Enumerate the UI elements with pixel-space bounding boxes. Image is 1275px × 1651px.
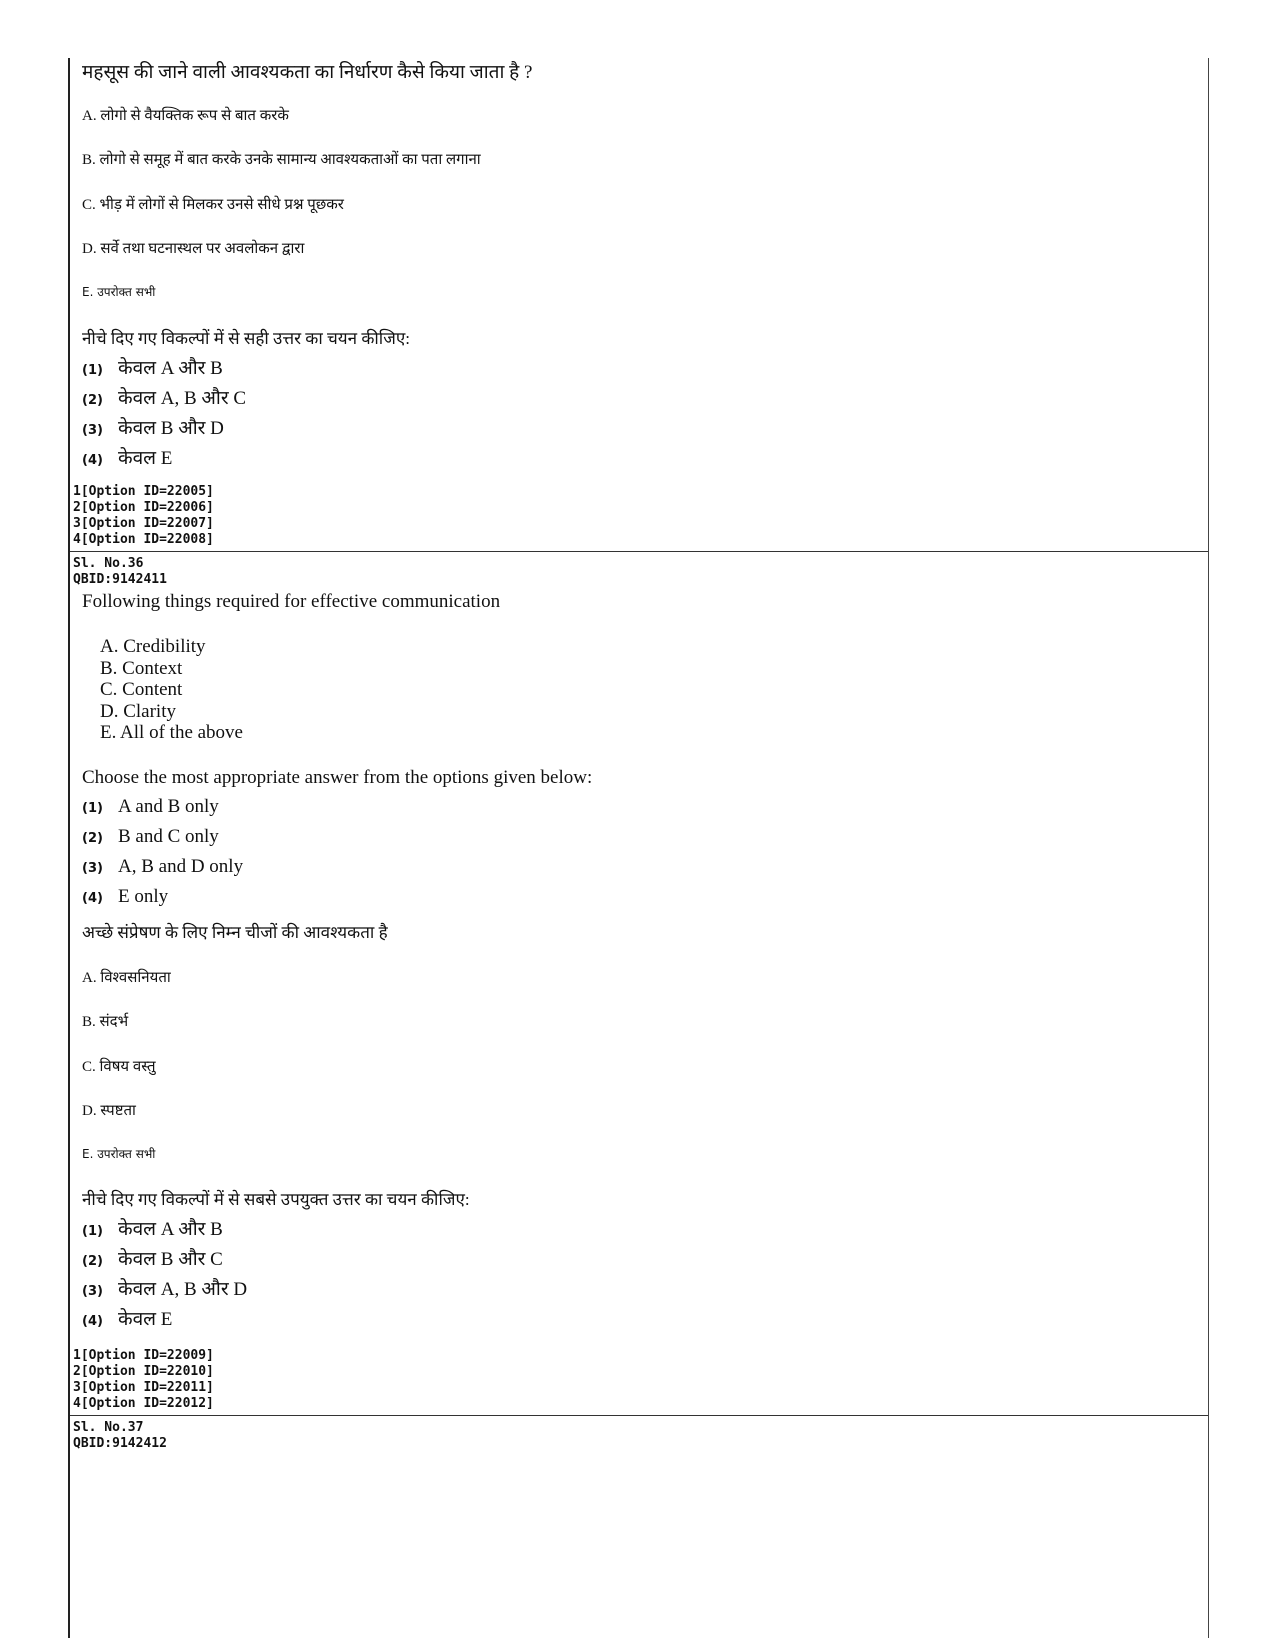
q36-option-4-hindi <box>82 1305 1208 1335</box>
option-id: 2[Option ID=22006] <box>73 500 214 515</box>
q36-option-1 <box>82 796 1208 826</box>
q35-option-2 <box>82 384 1208 414</box>
q35-statement-d: D. सर्वे तथा घटनास्थल पर अवलोकन द्वारा <box>82 241 305 257</box>
option-number: (2) <box>82 1254 103 1269</box>
q35-option-3 <box>82 414 1208 444</box>
option-number: (2) <box>82 393 103 408</box>
q36-option-2 <box>82 826 1208 856</box>
option-id: 3[Option ID=22011] <box>73 1380 214 1395</box>
option-number: (4) <box>82 453 103 468</box>
q36-option-list-english <box>70 796 1208 916</box>
q35-option-4 <box>82 444 1208 474</box>
q36-option-ids <box>73 1348 1208 1412</box>
option-text: केवल E <box>118 448 173 469</box>
q35-statement-c: C. भीड़ में लोगों से मिलकर उनसे सीधे प्रश्न पूछकर <box>82 197 344 213</box>
q36-instruction-hindi: नीचे दिए गए विकल्पों में से सबसे उपयुक्त उत्तर का चयन कीजिए: <box>82 1190 470 1209</box>
q35-question-hindi: महसूस की जाने वाली आवश्यकता का निर्धारण कैसे किया जाता है ? <box>82 62 533 83</box>
q36-option-3-hindi <box>82 1275 1208 1305</box>
option-id: 3[Option ID=22007] <box>73 516 214 531</box>
statement-item: A. Credibility <box>100 636 206 657</box>
option-text: केवल A, B और C <box>118 388 247 409</box>
q35-option-list <box>70 354 1208 474</box>
q36-option-4 <box>82 886 1208 916</box>
option-id: 1[Option ID=22005] <box>73 484 214 499</box>
q36-statement-a-hindi: A. विश्वसनियता <box>82 970 171 986</box>
q36-header <box>73 556 1208 588</box>
option-text: केवल A और B <box>118 358 223 379</box>
option-number: (4) <box>82 1314 103 1329</box>
q36-option-1-hindi <box>82 1215 1208 1245</box>
qbid: QBID:9142412 <box>73 1436 167 1451</box>
q36-option-list-hindi <box>70 1215 1208 1335</box>
option-id: 4[Option ID=22012] <box>73 1396 214 1411</box>
statement-item: D. Clarity <box>100 700 176 722</box>
option-text: केवल B और D <box>118 418 224 439</box>
option-number: (1) <box>82 1224 103 1239</box>
statement-item: B. Context <box>100 657 183 679</box>
option-text: B and C only <box>118 826 219 847</box>
option-text: A, B and D only <box>118 856 244 877</box>
row-divider <box>70 1415 1208 1416</box>
q36-statement-e-hindi: E. उपरोक्त सभी <box>82 1147 156 1161</box>
serial-number: Sl. No.36 <box>73 556 144 571</box>
q35-statement-b: B. लोगो से समूह में बात करके उनके सामान्य आवश्यकताओं का पता लगाना <box>82 152 481 168</box>
q36-statement-list-english <box>100 636 243 744</box>
option-text: E only <box>118 886 169 907</box>
question-table <box>68 58 1209 1638</box>
option-text: केवल E <box>118 1309 173 1330</box>
option-text: केवल B और C <box>118 1249 223 1270</box>
option-number: (1) <box>82 801 103 816</box>
option-number: (3) <box>82 1284 103 1299</box>
option-number: (1) <box>82 363 103 378</box>
row-divider <box>70 551 1208 552</box>
option-id: 4[Option ID=22008] <box>73 532 214 547</box>
q36-option-2-hindi <box>82 1245 1208 1275</box>
q36-statement-b-hindi: B. संदर्भ <box>82 1014 129 1030</box>
option-text: A and B only <box>118 796 219 817</box>
q35-statement-e: E. उपरोक्त सभी <box>82 285 156 299</box>
option-number: (2) <box>82 831 103 846</box>
q36-statement-d-hindi: D. स्पष्टता <box>82 1103 136 1119</box>
option-id: 1[Option ID=22009] <box>73 1348 214 1363</box>
option-text: केवल A, B और D <box>118 1279 248 1300</box>
option-number: (4) <box>82 891 103 906</box>
q35-option-1 <box>82 354 1208 384</box>
q35-statement-a: A. लोगो से वैयक्तिक रूप से बात करके <box>82 108 289 124</box>
option-number: (3) <box>82 861 103 876</box>
q36-question-hindi: अच्छे संप्रेषण के लिए निम्न चीजों की आवश्यकता है <box>82 923 388 942</box>
option-number: (3) <box>82 423 103 438</box>
q35-instruction-hindi: नीचे दिए गए विकल्पों में से सही उत्तर का चयन कीजिए: <box>82 329 410 348</box>
q37-header <box>73 1420 1208 1452</box>
statement-item: E. All of the above <box>100 722 243 743</box>
q35-option-ids <box>73 484 1208 548</box>
qbid: QBID:9142411 <box>73 572 167 587</box>
serial-number: Sl. No.37 <box>73 1420 144 1435</box>
q36-statement-c-hindi: C. विषय वस्तु <box>82 1059 156 1075</box>
q36-question-english: Following things required for effective communication <box>82 591 501 612</box>
option-text: केवल A और B <box>118 1219 223 1240</box>
option-id: 2[Option ID=22010] <box>73 1364 214 1379</box>
q36-instruction-english: Choose the most appropriate answer from the options given below: <box>82 767 593 788</box>
q36-option-3 <box>82 856 1208 886</box>
statement-item: C. Content <box>100 679 183 700</box>
